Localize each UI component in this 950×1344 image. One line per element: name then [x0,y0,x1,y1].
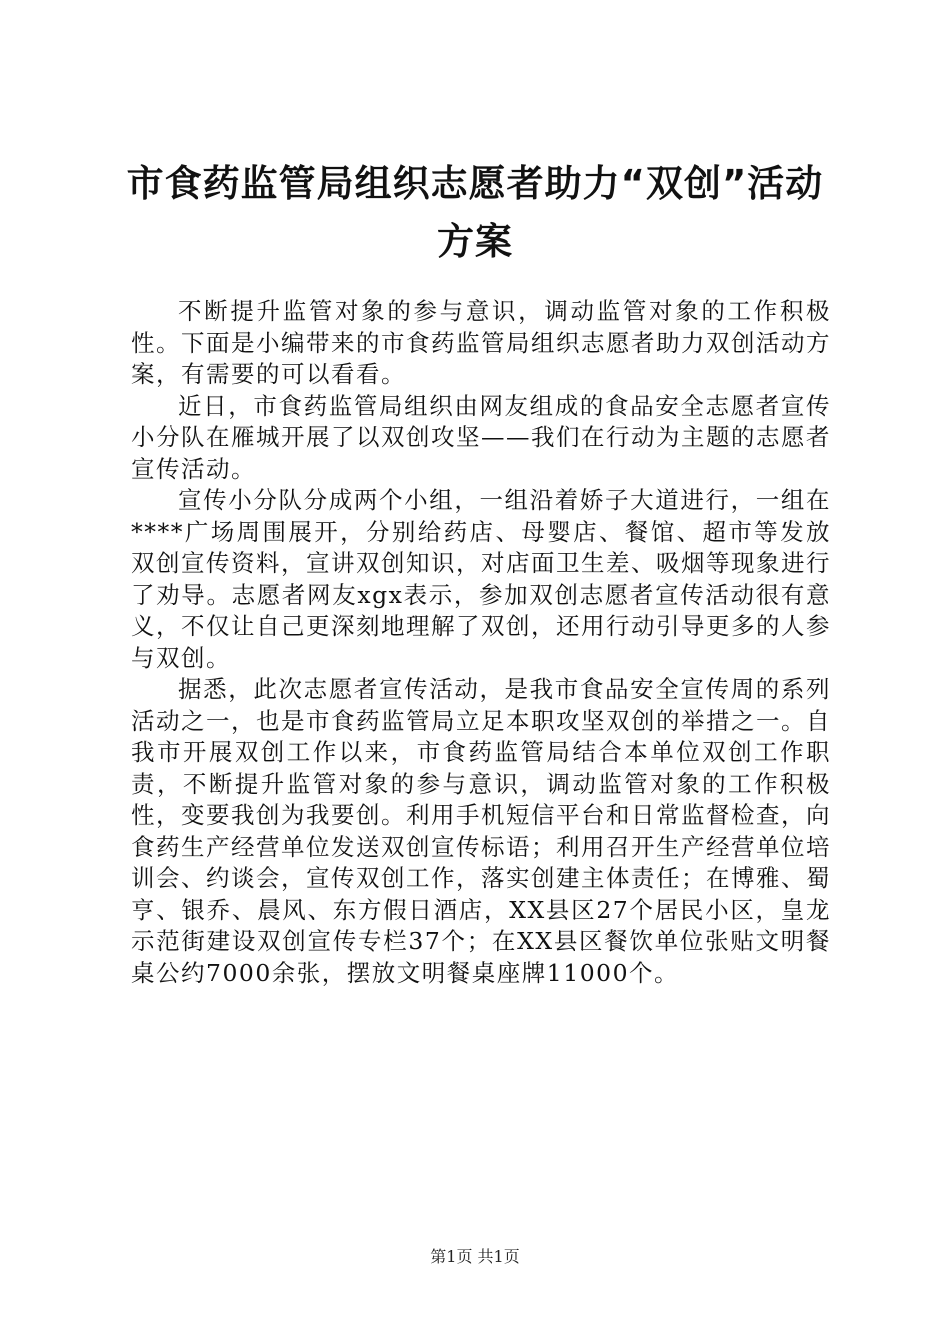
page-footer: 第1页 共1页 [430,1247,520,1266]
paragraph-4: 据悉，此次志愿者宣传活动，是我市食品安全宣传周的系列活动之一，也是市食药监管局立足本职攻坚双创的举措之一。自我市开展双创工作以来，市食药监管局结合本单位双创工作职责，不断提升监管对象的参与意识，调动监管对象的工作积极性，变要我创为我要创。利用手机短信平台和日常监督检查，向食药生产经营单位发送双创宣传标语；利用召开生产经营单位培训会、约谈会，宣传双创工作，落实创建主体责任；在博雅、蜀亨、银乔、晨风、东方假日酒店，XX县区27个居民小区，皇龙示范街建设双创宣传专栏37个；在XX县区餐饮单位张贴文明餐桌公约7000余张，摆放文明餐桌座牌11000个。 [131,675,831,987]
document-title: 市食药监管局组织志愿者助力“双创”活动方案 [126,162,824,263]
paragraph-3: 宣传小分队分成两个小组，一组沿着娇子大道进行，一组在****广场周围展开，分别给药店、母婴店、餐馆、超市等发放双创宣传资料，宣讲双创知识，对店面卫生差、吸烟等现象进行了劝导。志愿者网友xgx表示，参加双创志愿者宣传活动很有意义，不仅让自己更深刻地理解了双创，还用行动引导更多的人参与双创。 [131,486,831,672]
paragraph-1: 不断提升监管对象的参与意识，调动监管对象的工作积极性。下面是小编带来的市食药监管局组织志愿者助力双创活动方案，有需要的可以看看。 [131,297,831,388]
paragraph-2: 近日，市食药监管局组织由网友组成的食品安全志愿者宣传小分队在雁城开展了以双创攻坚——我们在行动为主题的志愿者宣传活动。 [131,391,831,483]
document-body [131,296,831,989]
